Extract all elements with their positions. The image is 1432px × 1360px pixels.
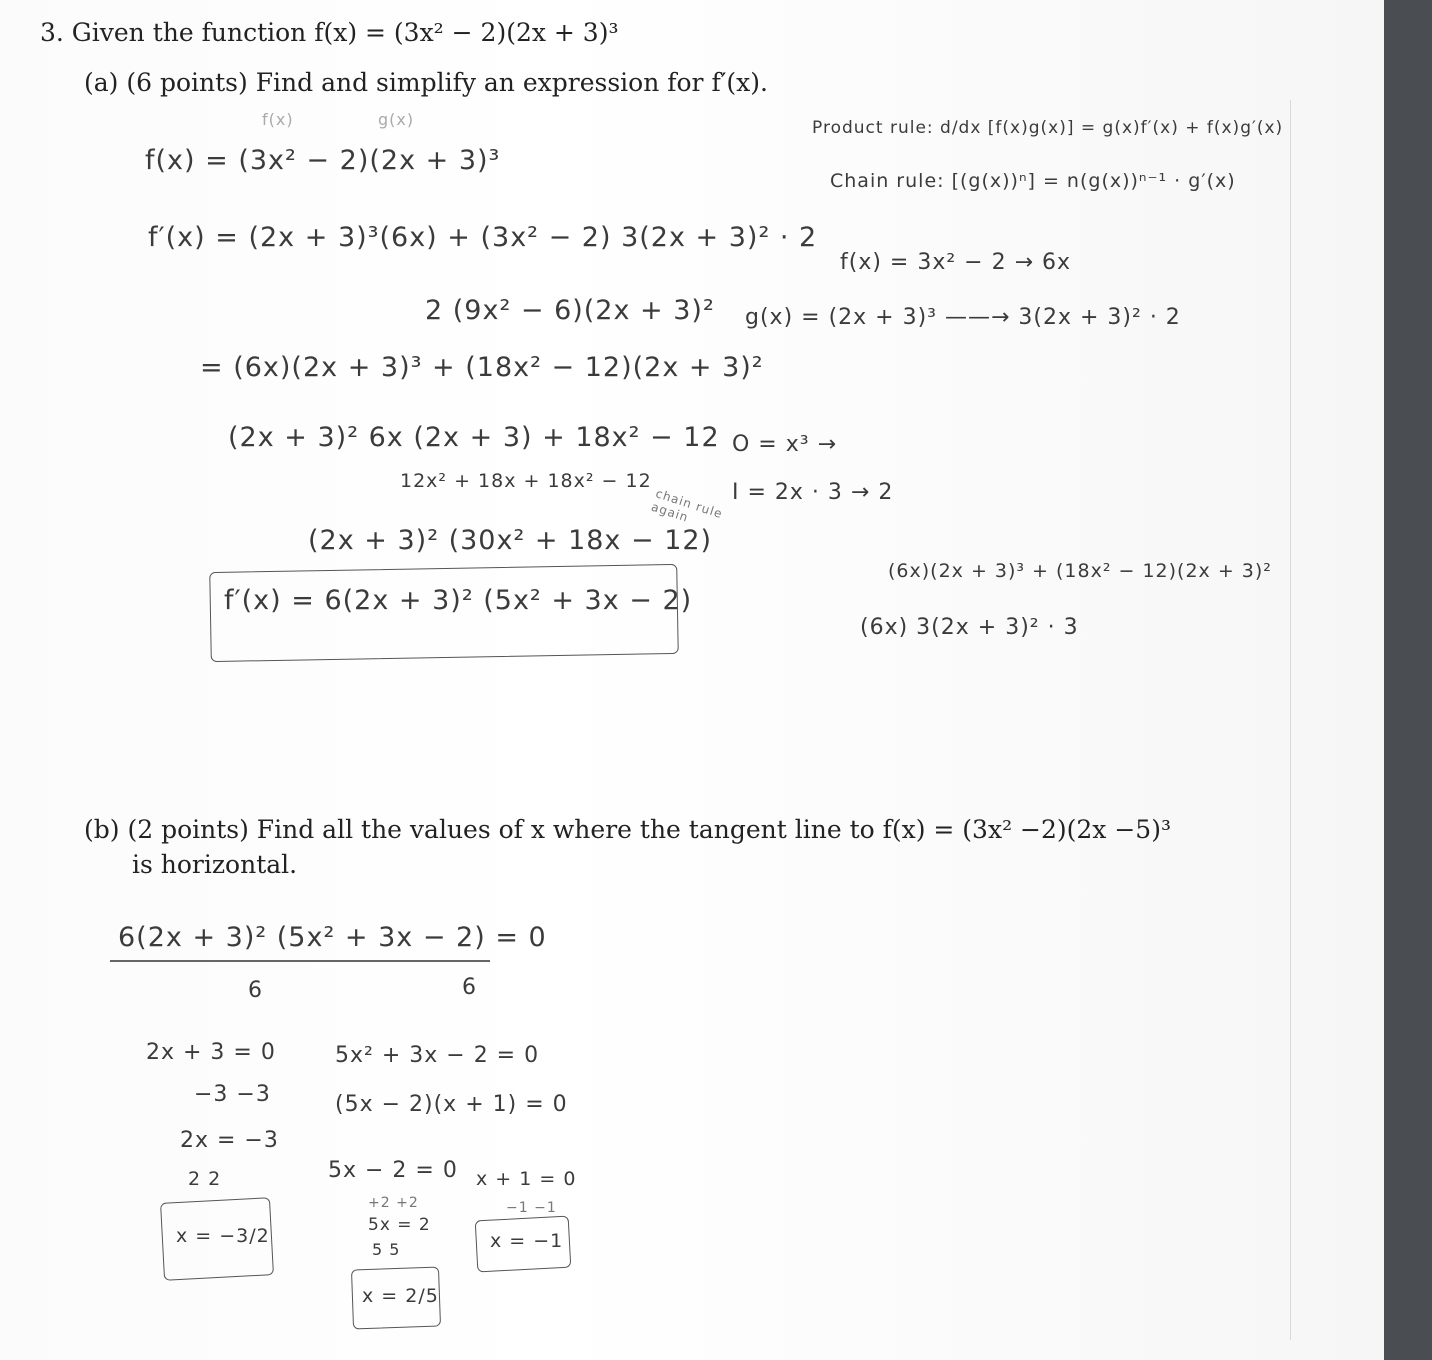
page-edge-line [1290,100,1291,1340]
work-b-mid-5: 5x = 2 [368,1215,431,1235]
note-product-rule: Product rule: d/dx [f(x)g(x)] = g(x)f′(x) + f(x)g′(x) [812,118,1284,138]
work-a-line4: = (6x)(2x + 3)³ + (18x² − 12)(2x + 3)² [200,352,764,383]
work-b-mid-1: 5x² + 3x − 2 = 0 [335,1043,540,1068]
note-chain-rule: Chain rule: [(g(x))ⁿ] = n(g(x))ⁿ⁻¹ · g′(x) [830,170,1236,192]
work-b-left-3: 2x = −3 [180,1128,279,1153]
note-inner: I = 2x · 3 → 2 [732,480,894,505]
part-b-prompt-line1: (b) (2 points) Find all the values of x where the tangent line to f(x) = (3x² −2)(2x −5)³ [84,815,1171,844]
label-g: g(x) [378,110,415,129]
work-b-mid-2: (5x − 2)(x + 1) = 0 [335,1092,568,1117]
work-a-line7: (2x + 3)² (30x² + 18x − 12) [308,525,713,556]
scanner-side-strip [1384,0,1432,1360]
work-a-line6: 12x² + 18x + 18x² − 12 [400,470,652,492]
work-b-mid-4: +2 +2 [368,1195,419,1211]
note-outer: O = x³ → [732,432,838,457]
work-a-line2: f′(x) = (2x + 3)³(6x) + (3x² − 2) 3(2x + 3)² · 2 [148,222,818,253]
work-a-line1: f(x) = (3x² − 2)(2x + 3)³ [145,145,501,176]
note-check2: (6x) 3(2x + 3)² · 3 [860,615,1079,640]
answer-2: x = 2/5 [362,1285,439,1307]
work-b-left-2: −3 −3 [194,1082,271,1107]
work-b-denominator-left: 6 [248,978,263,1003]
work-b-left-1: 2x + 3 = 0 [146,1040,276,1065]
fraction-bar [110,960,490,962]
note-gx: g(x) = (2x + 3)³ ——→ 3(2x + 3)² · 2 [745,305,1181,330]
work-b-left-4: 2 2 [188,1168,222,1190]
work-b-right-1: x + 1 = 0 [476,1168,577,1190]
work-a-line3: 2 (9x² − 6)(2x + 3)² [425,295,715,326]
work-b-mid-3: 5x − 2 = 0 [328,1158,458,1183]
answer-a: f′(x) = 6(2x + 3)² (5x² + 3x − 2) [224,585,693,616]
work-b-right-2: −1 −1 [506,1200,557,1216]
margin-note-chain-rule: chain rule again [649,486,725,525]
work-b-mid-6: 5 5 [372,1240,401,1259]
part-b-prompt-line2: is horizontal. [132,850,298,879]
answer-3: x = −1 [490,1230,564,1252]
problem-question: 3. Given the function f(x) = (3x² − 2)(2x + 3)³ [40,18,619,47]
label-f: f(x) [262,110,294,129]
answer-1: x = −3/2 [176,1225,270,1247]
work-b-denominator-right: 6 [462,975,477,1000]
note-check1: (6x)(2x + 3)³ + (18x² − 12)(2x + 3)² [888,560,1272,582]
work-a-line5: (2x + 3)² 6x (2x + 3) + 18x² − 12 [228,422,720,453]
part-a-prompt: (a) (6 points) Find and simplify an expression for f′(x). [84,68,768,97]
note-fx: f(x) = 3x² − 2 → 6x [840,250,1072,275]
work-b-equation: 6(2x + 3)² (5x² + 3x − 2) = 0 [118,922,547,953]
